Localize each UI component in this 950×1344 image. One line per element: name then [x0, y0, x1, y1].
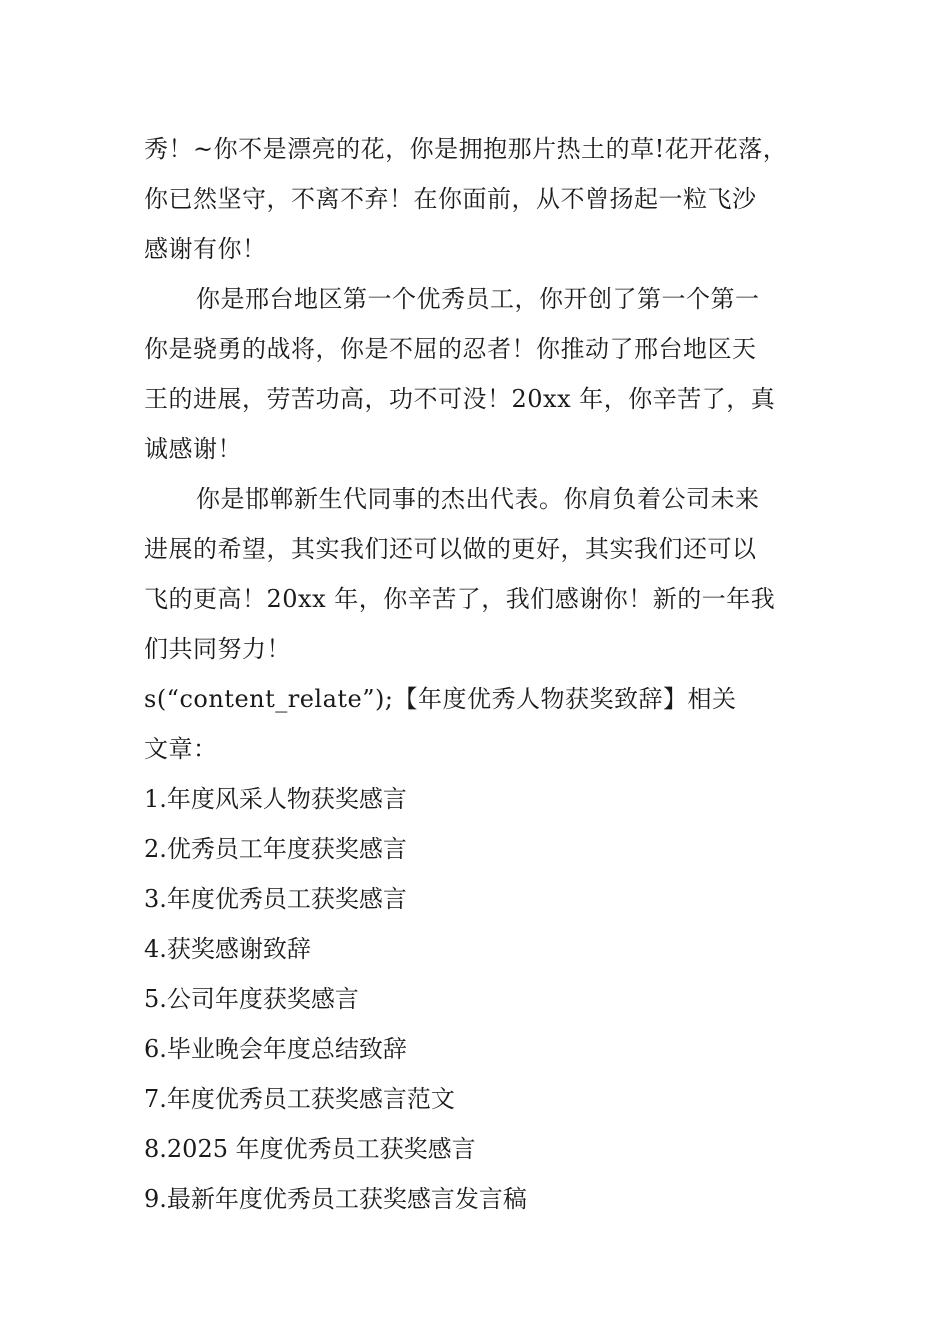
paragraph-2 [144, 274, 814, 474]
related-article-link[interactable]: 6.毕业晚会年度总结致辞 [144, 1035, 407, 1063]
related-article-link[interactable]: 9.最新年度优秀员工获奖感言发言稿 [144, 1185, 527, 1213]
related-articles-list [144, 774, 814, 1224]
related-heading-line: s(“content_relate”);【年度优秀人物获奖致辞】相关 [144, 685, 737, 713]
paragraph-3-line: 们共同努力！ [144, 635, 291, 663]
related-article-link[interactable]: 7.年度优秀员工获奖感言范文 [144, 1085, 455, 1113]
paragraph-2-line: 你是骁勇的战将，你是不屈的忍者！你推动了邢台地区天 [144, 335, 757, 363]
paragraph-1-line: 感谢有你！ [144, 235, 267, 263]
related-heading-line: 文章： [144, 735, 218, 763]
paragraph-3-line: 进展的希望，其实我们还可以做的更好，其实我们还可以 [144, 535, 757, 563]
paragraph-1-line: 秀！~你不是漂亮的花，你是拥抱那片热土的草!花开花落， [144, 135, 788, 163]
related-article-link[interactable]: 5.公司年度获奖感言 [144, 985, 359, 1013]
related-article-link[interactable]: 2.优秀员工年度获奖感言 [144, 835, 407, 863]
document-body [144, 124, 814, 1224]
related-article-link[interactable]: 3.年度优秀员工获奖感言 [144, 885, 407, 913]
paragraph-3-line: 飞的更高！20xx 年，你辛苦了，我们感谢你！新的一年我 [144, 585, 776, 613]
related-article-link[interactable]: 8.2025 年度优秀员工获奖感言 [144, 1135, 476, 1163]
related-article-link[interactable]: 4.获奖感谢致辞 [144, 935, 311, 963]
paragraph-2-line: 你是邢台地区第一个优秀员工，你开创了第一个第一 [196, 285, 760, 313]
paragraph-2-line: 王的进展，劳苦功高，功不可没！20xx 年，你辛苦了，真 [144, 385, 776, 413]
paragraph-2-line: 诚感谢！ [144, 435, 242, 463]
paragraph-3 [144, 474, 814, 674]
paragraph-1-line: 你已然坚守，不离不弃！在你面前，从不曾扬起一粒飞沙 [144, 185, 757, 213]
paragraph-3-line: 你是邯郸新生代同事的杰出代表。你肩负着公司未来 [196, 485, 760, 513]
paragraph-1 [144, 124, 814, 274]
related-heading [144, 674, 814, 774]
related-article-link[interactable]: 1.年度风采人物获奖感言 [144, 785, 407, 813]
